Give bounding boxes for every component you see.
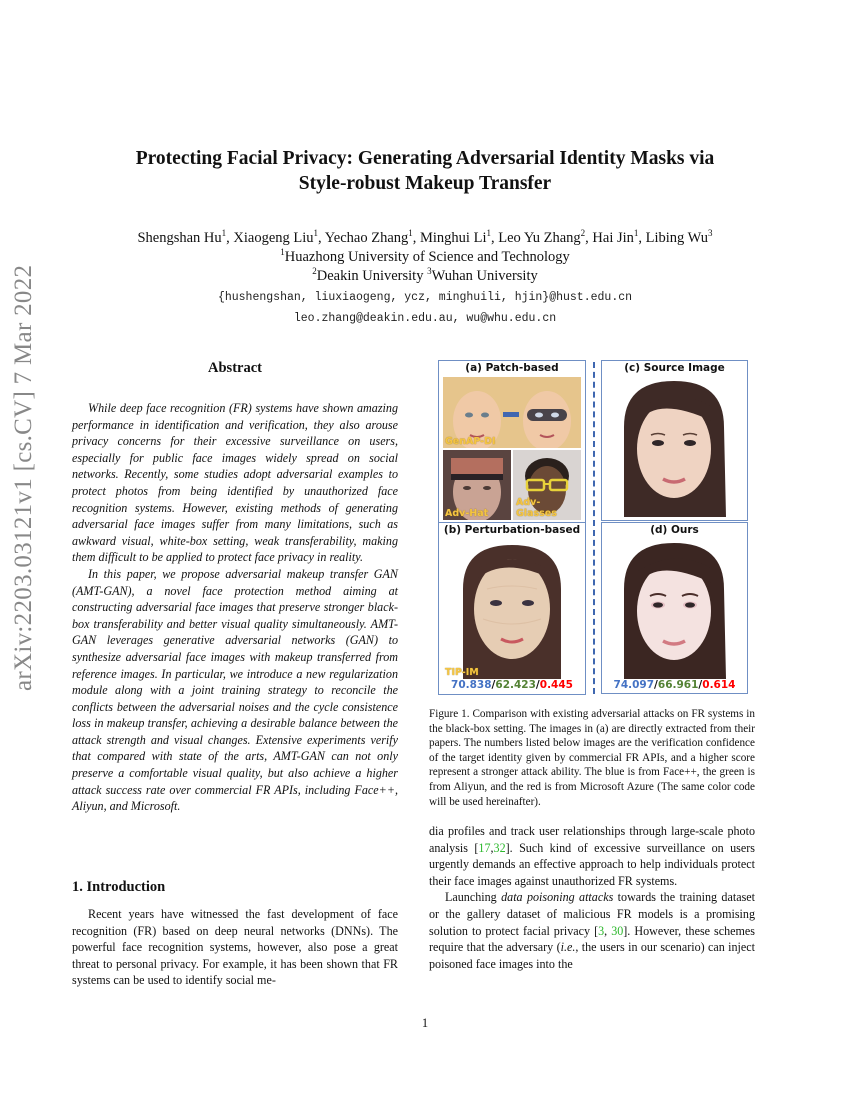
intro-continuation-paragraph <box>429 823 755 889</box>
score-separator: / <box>698 679 703 691</box>
azure-score: 0.614 <box>702 679 736 691</box>
data-poisoning-paragraph <box>429 889 755 972</box>
panel-b-perturbation-based <box>438 522 586 695</box>
author-name: Shengshan Hu <box>137 230 222 246</box>
panel-b-scores <box>439 679 585 691</box>
panel-b-label: (b) Perturbation-based <box>443 524 581 536</box>
perturbed-face-illustration <box>443 539 581 679</box>
tip-im-image <box>443 539 581 679</box>
email-line-2: leo.zhang@deakin.edu.au, wu@whu.edu.cn <box>293 312 557 325</box>
author-affiliation-mark: 3 <box>708 228 713 238</box>
panel-d-scores <box>602 679 747 691</box>
aliyun-score: 62.423 <box>495 679 536 691</box>
right-column-body <box>429 823 755 972</box>
citation-link[interactable]: 17 <box>478 840 491 855</box>
text-run: , the users in our scenario) can inject poisoned face images into the <box>429 940 756 971</box>
emphasis-text: data poisoning attacks <box>501 890 614 905</box>
score-separator: / <box>535 679 540 691</box>
genap-di-tag: GenAP-DI <box>445 436 496 447</box>
emphasis-text: i.e. <box>560 940 576 955</box>
paper-title <box>0 146 850 196</box>
text-run: towards the training dataset or the gallery dataset of malicious FR models is a promising solution to protect facial privacy [ <box>429 890 756 938</box>
genap-di-image <box>443 377 581 448</box>
affiliation-mark: 1 <box>280 247 285 257</box>
email-block <box>0 287 850 329</box>
author-affiliation-mark: 1 <box>633 228 639 238</box>
affiliation-name: Wuhan University <box>431 268 538 284</box>
affiliation-mark: 2 <box>312 266 317 276</box>
citation-link[interactable]: 32 <box>493 840 506 855</box>
citation-link[interactable]: 30 <box>611 923 624 938</box>
affiliation-name: Huazhong University of Science and Technology <box>284 249 570 265</box>
adv-glasses-tag: Adv-Glasses <box>516 497 557 519</box>
tip-im-tag: TIP-IM <box>445 667 479 678</box>
adv-hat-image <box>443 450 511 520</box>
faceplusplus-score: 74.097 <box>613 679 655 691</box>
panel-a-patch-based <box>438 360 586 523</box>
author-name: Leo Yu Zhang <box>498 230 581 246</box>
arxiv-stamp <box>4 264 48 691</box>
faceplusplus-score: 70.838 <box>451 679 492 691</box>
abstract-heading: Abstract <box>208 360 262 376</box>
title-line-2: Style-robust Makeup Transfer <box>298 173 552 194</box>
abstract-paragraph-2: In this paper, we propose adversarial makeup transfer GAN (AMT-GAN), a novel face protection method aiming at constructing adversarial face images that preserve stronger black-box transferability and better visual quality simultaneously. AMT-GAN leverages generative adversarial networks (GAN) to synthesize adversarial face images with makeup transferred from reference images. In particular, we introduce a new regularization module along with a joint training strategy to reconcile the conflicts between the adversarial noises and the cycle consistence loss in makeup transfer, achieving a desirable balance between the attack strength and visual changes. Extensive experiments verify that compared with state of the arts, AMT-GAN can not only preserve a comfortable visual quality, but also achieve a higher attack success rate over commercial FR APIs, including Face++, Aliyun, and Microsoft. <box>72 566 398 814</box>
panel-a-label: (a) Patch-based <box>465 362 559 374</box>
aliyun-score: 66.961 <box>657 679 699 691</box>
adv-glasses-image <box>513 450 581 520</box>
affiliation-line-2 <box>0 267 850 286</box>
title-line-1: Protecting Facial Privacy: Generating Adversarial Identity Masks via <box>135 148 715 169</box>
author-affiliation-mark: 2 <box>580 228 586 238</box>
introduction-heading: 1. Introduction <box>72 879 166 895</box>
affiliation-name: Deakin University <box>316 268 424 284</box>
makeup-face-illustration <box>606 539 743 679</box>
figure-1 <box>438 360 750 696</box>
author-name: Minghui Li <box>420 230 487 246</box>
author-affiliation-mark: 1 <box>486 228 491 238</box>
source-face-image <box>606 377 743 517</box>
source-face-illustration <box>606 377 743 517</box>
author-block <box>0 229 850 286</box>
introduction-paragraph-1: Recent years have witnessed the fast development of face recognition (FR) based on deep neural networks (DNNs). The powerful face recognition systems, however, also pose a great threat to personal privacy. For example, it has been shown that FR systems can be used to identify social me- <box>72 907 398 988</box>
author-list: Shengshan Hu$^1$, Xiaogeng Liu$^1$, Yechao Zhang$^1$, Minghui Li$^1$, Leo Yu Zhang$^2$, Hai Jin$^1$, Libing Wu$^3$ <box>137 228 713 246</box>
text-run: ]. However, these schemes require that the adversary ( <box>429 923 756 955</box>
text-run: dia profiles and track user relationships through large-scale photo analysis [ <box>429 824 755 855</box>
author-name: Yechao Zhang <box>324 230 409 246</box>
panel-c-label: (c) Source Image <box>624 362 725 374</box>
page-number: 1 <box>421 1016 429 1030</box>
panel-d-ours <box>601 522 748 694</box>
affiliation-line-1 <box>0 248 850 267</box>
introduction-body <box>72 906 398 989</box>
author-name: Hai Jin <box>592 230 634 246</box>
author-affiliation-mark: 1 <box>408 228 413 238</box>
dashed-divider <box>593 362 595 694</box>
ours-face-image <box>606 539 743 679</box>
text-run: , <box>490 840 494 855</box>
panel-c-source-image <box>601 360 748 521</box>
figure-1-caption: Figure 1. Comparison with existing adversarial attacks on FR systems in the black-box setting. The images in (a) are directly extracted from their papers. The numbers listed below images are the verification confidence of the target identity given by commercial FR APIs, and a higher score represent a stronger attack ability. The blue is from Face++, the green is from Aliyun, and the red is from Microsoft Azure (The same color code will be used hereinafter). <box>429 708 755 808</box>
panel-d-label: (d) Ours <box>650 524 699 536</box>
score-separator: / <box>491 679 496 691</box>
abstract-paragraph-1: While deep face recognition (FR) systems have shown amazing performance in identification and verification, they also arouse privacy concerns for their excessive surveillance on users, especially for public face images widely spread on social networks. Recently, some studies adopt adversarial examples to protect photos from being identified by unauthorized face recognition systems. However, existing methods of generating adversarial face images suffer from many limitations, such as awkward visual, white-box setting, weak transferability, making them difficult to be applied to protect face privacy in reality. <box>72 401 398 565</box>
author-affiliation-mark: 1 <box>313 228 319 238</box>
arxiv-id-text: arXiv:2203.03121v1 [cs.CV] 7 Mar 2022 <box>10 264 37 691</box>
author-name: Libing Wu <box>645 230 709 246</box>
affiliation-mark: 3 <box>427 266 432 276</box>
citation-link[interactable]: 3 <box>598 923 605 938</box>
score-separator: / <box>654 679 658 691</box>
adv-hat-tag: Adv-Hat <box>445 508 489 519</box>
text-run: , <box>604 923 612 938</box>
author-name: Xiaogeng Liu <box>233 230 314 246</box>
abstract-body <box>72 400 398 815</box>
email-line-1: {hushengshan, liuxiaogeng, ycz, minghuili, hjin}@hust.edu.cn <box>217 291 633 304</box>
author-affiliation-mark: 1 <box>221 228 227 238</box>
text-run: Launching <box>445 890 502 905</box>
text-run: ]. Such kind of excessive surveillance on users urgently demands an effective approach to help individuals protect their face images against unauthorized FR systems. <box>429 840 755 888</box>
azure-score: 0.445 <box>539 679 573 691</box>
